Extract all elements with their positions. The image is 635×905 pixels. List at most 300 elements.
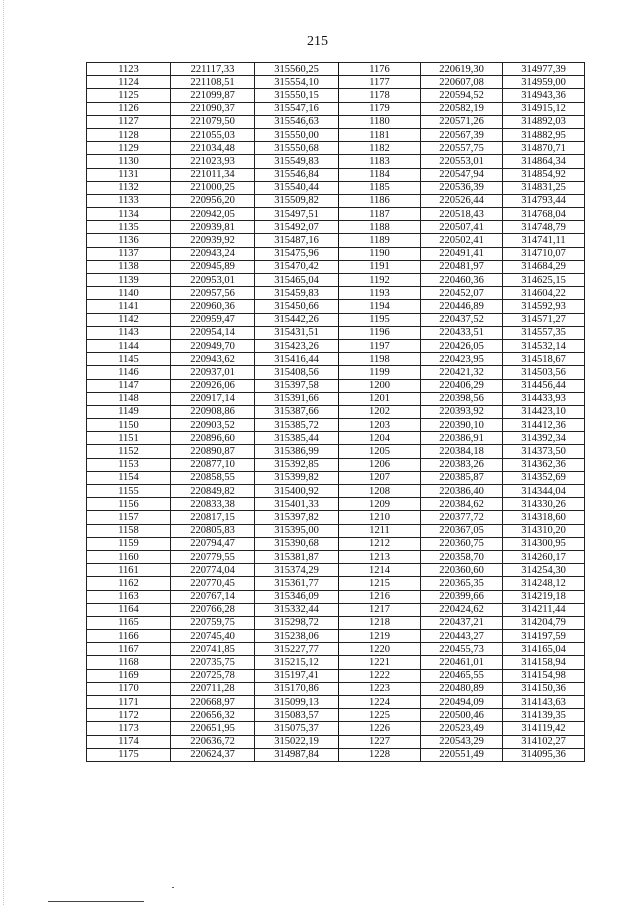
y-coordinate-right-cell: 314532,14: [503, 339, 585, 352]
y-coordinate-left-cell: 315361,77: [255, 577, 339, 590]
y-coordinate-left-cell: 315385,44: [255, 432, 339, 445]
y-coordinate-right-cell: 314204,79: [503, 616, 585, 629]
point-number-left-cell: 1143: [87, 326, 171, 339]
x-coordinate-left-cell: 220957,56: [171, 287, 255, 300]
point-number-left-cell: 1148: [87, 392, 171, 405]
point-number-right-cell: 1183: [339, 155, 421, 168]
x-coordinate-right-cell: 220494,09: [421, 696, 503, 709]
x-coordinate-left-cell: 220949,70: [171, 339, 255, 352]
point-number-right-cell: 1196: [339, 326, 421, 339]
table-row: [87, 115, 585, 128]
y-coordinate-left-cell: 315397,82: [255, 511, 339, 524]
y-coordinate-left-cell: 315399,82: [255, 471, 339, 484]
y-coordinate-left-cell: 315374,29: [255, 564, 339, 577]
table-row: [87, 445, 585, 458]
scan-speck: [172, 887, 174, 888]
point-number-left-cell: 1173: [87, 722, 171, 735]
point-number-left-cell: 1147: [87, 379, 171, 392]
x-coordinate-right-cell: 220358,70: [421, 550, 503, 563]
table-row: [87, 498, 585, 511]
point-number-left-cell: 1128: [87, 128, 171, 141]
table-row: [87, 208, 585, 221]
x-coordinate-right-cell: 220557,75: [421, 142, 503, 155]
x-coordinate-left-cell: 220779,55: [171, 550, 255, 563]
x-coordinate-right-cell: 220481,97: [421, 260, 503, 273]
table-row: [87, 656, 585, 669]
y-coordinate-right-cell: 314254,30: [503, 564, 585, 577]
table-row: [87, 194, 585, 207]
point-number-right-cell: 1208: [339, 485, 421, 498]
point-number-right-cell: 1212: [339, 537, 421, 550]
y-coordinate-right-cell: 314870,71: [503, 142, 585, 155]
point-number-right-cell: 1185: [339, 181, 421, 194]
point-number-left-cell: 1164: [87, 603, 171, 616]
x-coordinate-left-cell: 220908,86: [171, 405, 255, 418]
point-number-right-cell: 1189: [339, 234, 421, 247]
x-coordinate-left-cell: 220745,40: [171, 630, 255, 643]
y-coordinate-left-cell: 315470,42: [255, 260, 339, 273]
x-coordinate-left-cell: 220858,55: [171, 471, 255, 484]
x-coordinate-left-cell: 220937,01: [171, 366, 255, 379]
point-number-left-cell: 1139: [87, 274, 171, 287]
y-coordinate-right-cell: 314741,11: [503, 234, 585, 247]
point-number-right-cell: 1198: [339, 353, 421, 366]
point-number-left-cell: 1142: [87, 313, 171, 326]
x-coordinate-right-cell: 220433,51: [421, 326, 503, 339]
y-coordinate-right-cell: 314248,12: [503, 577, 585, 590]
x-coordinate-left-cell: 220735,75: [171, 656, 255, 669]
point-number-left-cell: 1127: [87, 115, 171, 128]
x-coordinate-right-cell: 220502,41: [421, 234, 503, 247]
table-row: [87, 168, 585, 181]
point-number-left-cell: 1165: [87, 616, 171, 629]
y-coordinate-right-cell: 314882,95: [503, 128, 585, 141]
x-coordinate-left-cell: 220805,83: [171, 524, 255, 537]
x-coordinate-right-cell: 220390,10: [421, 419, 503, 432]
x-coordinate-left-cell: 221117,33: [171, 63, 255, 76]
y-coordinate-right-cell: 314423,10: [503, 405, 585, 418]
page-number: 215: [307, 34, 328, 49]
point-number-left-cell: 1126: [87, 102, 171, 115]
x-coordinate-right-cell: 220377,72: [421, 511, 503, 524]
y-coordinate-right-cell: 314352,69: [503, 471, 585, 484]
point-number-right-cell: 1195: [339, 313, 421, 326]
x-coordinate-right-cell: 220423,95: [421, 353, 503, 366]
point-number-right-cell: 1205: [339, 445, 421, 458]
y-coordinate-left-cell: 315390,68: [255, 537, 339, 550]
point-number-right-cell: 1180: [339, 115, 421, 128]
table-row: [87, 696, 585, 709]
point-number-left-cell: 1170: [87, 682, 171, 695]
y-coordinate-right-cell: 314456,44: [503, 379, 585, 392]
x-coordinate-left-cell: 220636,72: [171, 735, 255, 748]
y-coordinate-right-cell: 314260,17: [503, 550, 585, 563]
y-coordinate-right-cell: 314684,29: [503, 260, 585, 273]
point-number-left-cell: 1150: [87, 419, 171, 432]
x-coordinate-left-cell: 220833,38: [171, 498, 255, 511]
x-coordinate-left-cell: 220890,87: [171, 445, 255, 458]
y-coordinate-left-cell: 315400,92: [255, 485, 339, 498]
y-coordinate-right-cell: 314119,42: [503, 722, 585, 735]
point-number-left-cell: 1144: [87, 339, 171, 352]
table-row: [87, 630, 585, 643]
table-row: [87, 577, 585, 590]
point-number-right-cell: 1204: [339, 432, 421, 445]
x-coordinate-left-cell: 220939,92: [171, 234, 255, 247]
point-number-left-cell: 1167: [87, 643, 171, 656]
y-coordinate-left-cell: 315392,85: [255, 458, 339, 471]
x-coordinate-left-cell: 221034,48: [171, 142, 255, 155]
point-number-right-cell: 1218: [339, 616, 421, 629]
point-number-right-cell: 1226: [339, 722, 421, 735]
x-coordinate-left-cell: 220960,36: [171, 300, 255, 313]
y-coordinate-left-cell: 315487,16: [255, 234, 339, 247]
x-coordinate-right-cell: 220360,75: [421, 537, 503, 550]
point-number-right-cell: 1220: [339, 643, 421, 656]
y-coordinate-left-cell: 315547,16: [255, 102, 339, 115]
table-row: [87, 155, 585, 168]
point-number-left-cell: 1135: [87, 221, 171, 234]
x-coordinate-right-cell: 220547,94: [421, 168, 503, 181]
binding-margin-line: [3, 0, 5, 905]
x-coordinate-right-cell: 220465,55: [421, 669, 503, 682]
point-number-left-cell: 1125: [87, 89, 171, 102]
y-coordinate-right-cell: 314219,18: [503, 590, 585, 603]
x-coordinate-left-cell: 220774,04: [171, 564, 255, 577]
x-coordinate-right-cell: 220365,35: [421, 577, 503, 590]
point-number-left-cell: 1156: [87, 498, 171, 511]
x-coordinate-left-cell: 220725,78: [171, 669, 255, 682]
x-coordinate-right-cell: 220607,08: [421, 76, 503, 89]
point-number-right-cell: 1186: [339, 194, 421, 207]
y-coordinate-left-cell: 315401,33: [255, 498, 339, 511]
footnote-separator: [48, 901, 144, 902]
y-coordinate-left-cell: 315431,51: [255, 326, 339, 339]
table-row: [87, 392, 585, 405]
point-number-left-cell: 1158: [87, 524, 171, 537]
x-coordinate-right-cell: 220526,44: [421, 194, 503, 207]
y-coordinate-left-cell: 315332,44: [255, 603, 339, 616]
point-number-right-cell: 1211: [339, 524, 421, 537]
point-number-left-cell: 1137: [87, 247, 171, 260]
x-coordinate-left-cell: 220767,14: [171, 590, 255, 603]
point-number-left-cell: 1168: [87, 656, 171, 669]
point-number-left-cell: 1160: [87, 550, 171, 563]
point-number-right-cell: 1225: [339, 709, 421, 722]
point-number-left-cell: 1171: [87, 696, 171, 709]
y-coordinate-left-cell: 315560,25: [255, 63, 339, 76]
y-coordinate-left-cell: 315549,83: [255, 155, 339, 168]
y-coordinate-right-cell: 314915,12: [503, 102, 585, 115]
x-coordinate-right-cell: 220461,01: [421, 656, 503, 669]
x-coordinate-right-cell: 220398,56: [421, 392, 503, 405]
y-coordinate-right-cell: 314318,60: [503, 511, 585, 524]
y-coordinate-left-cell: 315442,26: [255, 313, 339, 326]
y-coordinate-left-cell: 315385,72: [255, 419, 339, 432]
x-coordinate-left-cell: 221099,87: [171, 89, 255, 102]
point-number-right-cell: 1179: [339, 102, 421, 115]
point-number-left-cell: 1140: [87, 287, 171, 300]
x-coordinate-right-cell: 220367,05: [421, 524, 503, 537]
table-row: [87, 669, 585, 682]
point-number-right-cell: 1181: [339, 128, 421, 141]
y-coordinate-left-cell: 315083,57: [255, 709, 339, 722]
x-coordinate-left-cell: 220877,10: [171, 458, 255, 471]
point-number-right-cell: 1209: [339, 498, 421, 511]
point-number-right-cell: 1193: [339, 287, 421, 300]
table-row: [87, 511, 585, 524]
point-number-right-cell: 1223: [339, 682, 421, 695]
y-coordinate-left-cell: 315346,09: [255, 590, 339, 603]
x-coordinate-right-cell: 220518,43: [421, 208, 503, 221]
y-coordinate-left-cell: 315546,63: [255, 115, 339, 128]
y-coordinate-left-cell: 315497,51: [255, 208, 339, 221]
x-coordinate-right-cell: 220491,41: [421, 247, 503, 260]
y-coordinate-right-cell: 314197,59: [503, 630, 585, 643]
x-coordinate-left-cell: 220942,05: [171, 208, 255, 221]
x-coordinate-right-cell: 220551,49: [421, 748, 503, 761]
table-row: [87, 89, 585, 102]
x-coordinate-right-cell: 220480,89: [421, 682, 503, 695]
point-number-left-cell: 1136: [87, 234, 171, 247]
point-number-right-cell: 1200: [339, 379, 421, 392]
x-coordinate-left-cell: 220954,14: [171, 326, 255, 339]
y-coordinate-left-cell: 315298,72: [255, 616, 339, 629]
table-row: [87, 748, 585, 761]
table-row: [87, 643, 585, 656]
table-row: [87, 300, 585, 313]
y-coordinate-right-cell: 314102,27: [503, 735, 585, 748]
y-coordinate-right-cell: 314211,44: [503, 603, 585, 616]
point-number-left-cell: 1175: [87, 748, 171, 761]
point-number-left-cell: 1157: [87, 511, 171, 524]
table-row: [87, 590, 585, 603]
point-number-right-cell: 1190: [339, 247, 421, 260]
y-coordinate-left-cell: 315554,10: [255, 76, 339, 89]
point-number-right-cell: 1219: [339, 630, 421, 643]
x-coordinate-right-cell: 220594,52: [421, 89, 503, 102]
point-number-left-cell: 1172: [87, 709, 171, 722]
y-coordinate-right-cell: 314150,36: [503, 682, 585, 695]
x-coordinate-left-cell: 220945,89: [171, 260, 255, 273]
x-coordinate-left-cell: 220759,75: [171, 616, 255, 629]
point-number-left-cell: 1145: [87, 353, 171, 366]
table-row: [87, 616, 585, 629]
table-row: [87, 339, 585, 352]
point-number-right-cell: 1199: [339, 366, 421, 379]
point-number-left-cell: 1123: [87, 63, 171, 76]
x-coordinate-right-cell: 220523,49: [421, 722, 503, 735]
x-coordinate-left-cell: 220711,28: [171, 682, 255, 695]
y-coordinate-right-cell: 314310,20: [503, 524, 585, 537]
y-coordinate-right-cell: 314748,79: [503, 221, 585, 234]
y-coordinate-left-cell: 315465,04: [255, 274, 339, 287]
x-coordinate-left-cell: 220656,32: [171, 709, 255, 722]
y-coordinate-right-cell: 314604,22: [503, 287, 585, 300]
y-coordinate-right-cell: 314571,27: [503, 313, 585, 326]
table-row: [87, 485, 585, 498]
y-coordinate-left-cell: 315391,66: [255, 392, 339, 405]
x-coordinate-right-cell: 220619,30: [421, 63, 503, 76]
x-coordinate-left-cell: 221108,51: [171, 76, 255, 89]
point-number-right-cell: 1210: [339, 511, 421, 524]
point-number-right-cell: 1215: [339, 577, 421, 590]
point-number-right-cell: 1207: [339, 471, 421, 484]
x-coordinate-right-cell: 220500,46: [421, 709, 503, 722]
point-number-right-cell: 1187: [339, 208, 421, 221]
x-coordinate-left-cell: 221011,34: [171, 168, 255, 181]
x-coordinate-right-cell: 220386,91: [421, 432, 503, 445]
point-number-left-cell: 1161: [87, 564, 171, 577]
x-coordinate-right-cell: 220424,62: [421, 603, 503, 616]
point-number-left-cell: 1141: [87, 300, 171, 313]
x-coordinate-right-cell: 220421,32: [421, 366, 503, 379]
point-number-right-cell: 1182: [339, 142, 421, 155]
x-coordinate-right-cell: 220571,26: [421, 115, 503, 128]
x-coordinate-left-cell: 220794,47: [171, 537, 255, 550]
y-coordinate-left-cell: 315540,44: [255, 181, 339, 194]
point-number-left-cell: 1159: [87, 537, 171, 550]
y-coordinate-right-cell: 314625,15: [503, 274, 585, 287]
point-number-right-cell: 1216: [339, 590, 421, 603]
table-row: [87, 682, 585, 695]
y-coordinate-left-cell: 315386,99: [255, 445, 339, 458]
x-coordinate-left-cell: 220903,52: [171, 419, 255, 432]
point-number-right-cell: 1191: [339, 260, 421, 273]
table-row: [87, 419, 585, 432]
x-coordinate-right-cell: 220553,01: [421, 155, 503, 168]
table-row: [87, 260, 585, 273]
y-coordinate-left-cell: 315022,19: [255, 735, 339, 748]
y-coordinate-right-cell: 314362,36: [503, 458, 585, 471]
table-row: [87, 722, 585, 735]
y-coordinate-right-cell: 314158,94: [503, 656, 585, 669]
point-number-right-cell: 1201: [339, 392, 421, 405]
x-coordinate-right-cell: 220437,21: [421, 616, 503, 629]
y-coordinate-right-cell: 314831,25: [503, 181, 585, 194]
y-coordinate-right-cell: 314330,26: [503, 498, 585, 511]
x-coordinate-right-cell: 220384,62: [421, 498, 503, 511]
x-coordinate-left-cell: 220668,97: [171, 696, 255, 709]
point-number-right-cell: 1224: [339, 696, 421, 709]
x-coordinate-left-cell: 220766,28: [171, 603, 255, 616]
x-coordinate-right-cell: 220536,39: [421, 181, 503, 194]
table-row: [87, 63, 585, 76]
table-row: [87, 735, 585, 748]
point-number-left-cell: 1155: [87, 485, 171, 498]
x-coordinate-left-cell: 220953,01: [171, 274, 255, 287]
x-coordinate-left-cell: 220943,24: [171, 247, 255, 260]
y-coordinate-right-cell: 314412,36: [503, 419, 585, 432]
y-coordinate-right-cell: 314943,36: [503, 89, 585, 102]
x-coordinate-right-cell: 220507,41: [421, 221, 503, 234]
y-coordinate-right-cell: 314592,93: [503, 300, 585, 313]
y-coordinate-left-cell: 315197,41: [255, 669, 339, 682]
x-coordinate-left-cell: 220926,06: [171, 379, 255, 392]
y-coordinate-right-cell: 314300,95: [503, 537, 585, 550]
table-row: [87, 274, 585, 287]
x-coordinate-right-cell: 220393,92: [421, 405, 503, 418]
x-coordinate-right-cell: 220360,60: [421, 564, 503, 577]
y-coordinate-right-cell: 314977,39: [503, 63, 585, 76]
y-coordinate-right-cell: 314518,67: [503, 353, 585, 366]
y-coordinate-left-cell: 315509,82: [255, 194, 339, 207]
table-row: [87, 128, 585, 141]
x-coordinate-right-cell: 220437,52: [421, 313, 503, 326]
y-coordinate-right-cell: 314392,34: [503, 432, 585, 445]
y-coordinate-left-cell: 315459,83: [255, 287, 339, 300]
table-row: [87, 102, 585, 115]
y-coordinate-right-cell: 314095,36: [503, 748, 585, 761]
x-coordinate-left-cell: 220956,20: [171, 194, 255, 207]
y-coordinate-right-cell: 314710,07: [503, 247, 585, 260]
x-coordinate-left-cell: 221090,37: [171, 102, 255, 115]
table-row: [87, 432, 585, 445]
y-coordinate-left-cell: 315397,58: [255, 379, 339, 392]
point-number-right-cell: 1228: [339, 748, 421, 761]
y-coordinate-left-cell: 315550,15: [255, 89, 339, 102]
x-coordinate-right-cell: 220455,73: [421, 643, 503, 656]
point-number-right-cell: 1188: [339, 221, 421, 234]
point-number-right-cell: 1203: [339, 419, 421, 432]
y-coordinate-left-cell: 315423,26: [255, 339, 339, 352]
point-number-right-cell: 1217: [339, 603, 421, 616]
point-number-right-cell: 1184: [339, 168, 421, 181]
point-number-right-cell: 1221: [339, 656, 421, 669]
x-coordinate-left-cell: 220959,47: [171, 313, 255, 326]
x-coordinate-left-cell: 220917,14: [171, 392, 255, 405]
point-number-left-cell: 1134: [87, 208, 171, 221]
x-coordinate-right-cell: 220446,89: [421, 300, 503, 313]
y-coordinate-left-cell: 315075,37: [255, 722, 339, 735]
coordinates-table: [86, 62, 585, 762]
x-coordinate-left-cell: 221079,50: [171, 115, 255, 128]
point-number-right-cell: 1197: [339, 339, 421, 352]
x-coordinate-right-cell: 220386,40: [421, 485, 503, 498]
point-number-left-cell: 1124: [87, 76, 171, 89]
x-coordinate-right-cell: 220443,27: [421, 630, 503, 643]
point-number-left-cell: 1133: [87, 194, 171, 207]
table-row: [87, 326, 585, 339]
point-number-right-cell: 1176: [339, 63, 421, 76]
table-row: [87, 234, 585, 247]
x-coordinate-left-cell: 221000,25: [171, 181, 255, 194]
point-number-left-cell: 1154: [87, 471, 171, 484]
coordinates-table-body: [87, 63, 585, 762]
point-number-left-cell: 1163: [87, 590, 171, 603]
x-coordinate-right-cell: 220384,18: [421, 445, 503, 458]
point-number-left-cell: 1152: [87, 445, 171, 458]
x-coordinate-left-cell: 221023,93: [171, 155, 255, 168]
point-number-left-cell: 1151: [87, 432, 171, 445]
point-number-left-cell: 1130: [87, 155, 171, 168]
table-row: [87, 524, 585, 537]
x-coordinate-right-cell: 220452,07: [421, 287, 503, 300]
y-coordinate-left-cell: 315238,06: [255, 630, 339, 643]
y-coordinate-left-cell: 315170,86: [255, 682, 339, 695]
y-coordinate-left-cell: 315387,66: [255, 405, 339, 418]
x-coordinate-right-cell: 220385,87: [421, 471, 503, 484]
point-number-right-cell: 1194: [339, 300, 421, 313]
table-row: [87, 537, 585, 550]
x-coordinate-right-cell: 220406,29: [421, 379, 503, 392]
table-row: [87, 471, 585, 484]
point-number-left-cell: 1162: [87, 577, 171, 590]
table-row: [87, 550, 585, 563]
table-row: [87, 181, 585, 194]
table-row: [87, 221, 585, 234]
x-coordinate-left-cell: 220943,62: [171, 353, 255, 366]
